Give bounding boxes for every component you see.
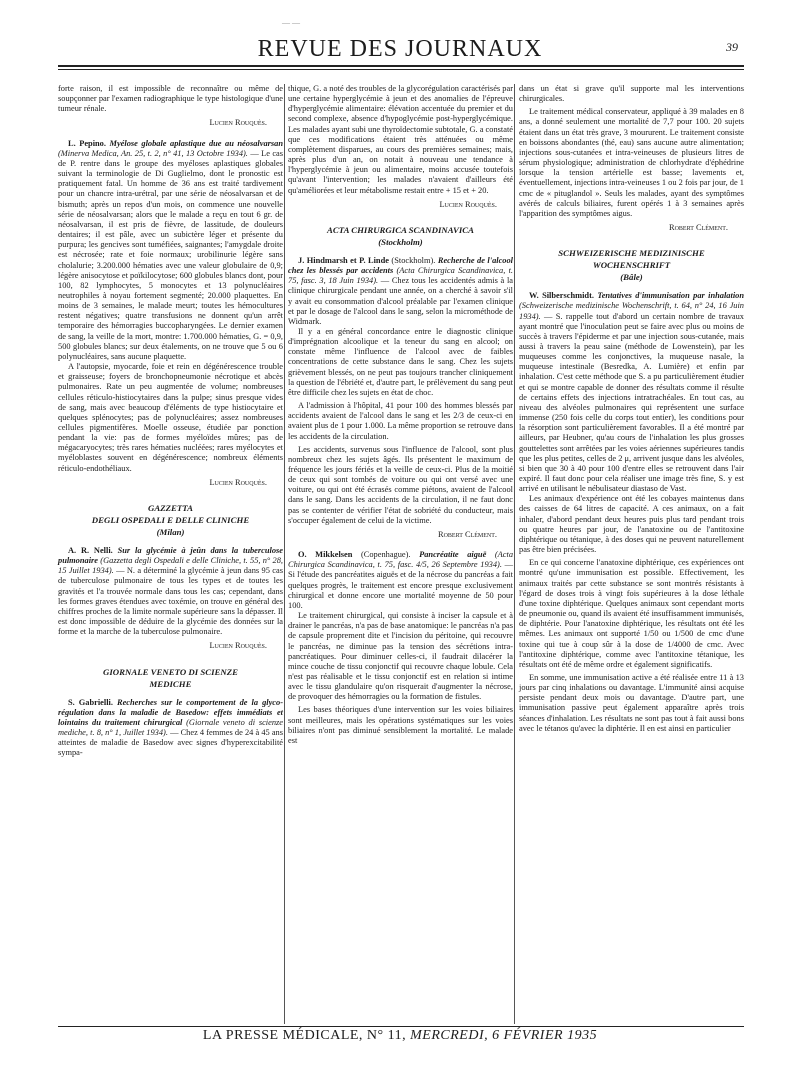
paragraph: En somme, une immunisation active a été réalisée entre 11 à 13 jours par cinq inhalations ou davantage. L'immunité ainsi acquise persiste pendant deux mois ou davantage. D'autre part, une immunisation passive peut également apparaître après trois séances d'inhalation. Les résultats ne sont pas tout à fait aussi bons avec le tétanos qu'avec la diphtérie. Il en est ainsi en particulier (519, 672, 744, 733)
journal-section-heading: DEGLI OSPEDALI E DELLE CLINICHE (91, 514, 250, 525)
article-title: Myélose globale aplastique due au néosalvarsan (109, 138, 284, 148)
footer-year: 1935 (567, 1028, 598, 1043)
article-source: (Minerva Medica, An. 25, t. 2, n° 41, 13 Octobre 1934). (58, 148, 248, 158)
article-author: L. Pepino. (68, 138, 106, 148)
paragraph: Les bases théoriques d'une intervention sur les voies biliaires sont meilleures, mais les opérations systématiques sur les voies biliaires n'ont pas diminué sensiblement la mortalité. Le malade est (288, 705, 513, 745)
paragraph: thique, G. a noté des troubles de la glycorégulation caractérisés par une certaine hyperglycémie à jeun et des anomalies de l'épreuve d'hyperglycémie alimentaire: élévation accentuée du premier et du second complexe, absence d'hypoglycémie post-hyperglycémique. Les malades ayant subi une thyroïdectomie subtotale, G. a constaté que ces modifications étaient très atténuées ou même complètement disparues, au cours des premières semaines; mais, après plus d'un an, on notait à nouveau une tendance à l'hyperglycémie à jeun ou alimentaire, moins accusée toutefois qu'avant l'intervention; les malades n'avaient d'ailleurs été qu'améliorées et leur métabolisme restait entre + 15 et + 20. (288, 84, 513, 195)
header-rule-thin (58, 69, 744, 70)
article-source: (Acta Chirurgica Scandinavica, t. 75, fasc. 4/5, 26 Septembre 1934). (288, 550, 514, 570)
article-city: (Copenhague). (360, 550, 411, 560)
page-title: REVUE DES JOURNAUX (257, 36, 543, 62)
paragraph: Les accidents, survenus sous l'influence de l'alcool, sont plus nombreux chez les sujets âgés. Ils présentent le maximum de fréquence les jours fériés et la veille de ceux-ci. Plus de la moitié de ceux qui sont tombés de voiture ou qui ont versé avec une voiture, ou qui ont été écrasés comme piétons, avaient de l'alcool dans le sang. Dans les accidents de la circulation, il ne faut donc pas se contenter de vérifier l'état de sobriété du conducteur, mais s'occuper également de celui de la victime. (288, 444, 513, 525)
paragraph: — S. rappelle tout d'abord un certain nombre de travaux ayant montré que l'inoculation peut se faire avec plus ou moins de succès à travers l'épiderme et par une injection sous-cutanée, mais aussi à travers la peau saine (méthode de Lowenstein), par les muqueuses comme les conjonctives, la muqueuse nasale, la muqueuse intestinale (Besredka, A. Lumière) et enfin par inhalation. C'est cette méthode que S. a pu particulièrement étudier et qui se montre capable de donner des résultats comme il résulte de certains effets des injections intratrachéales. En tout cas, au niveau des alvéoles pulmonaires qui représentent une surface immense (250 fois celle du corps tout entier), les conditions pour la résorption sont particulièrement favorables. Il a été montré par ailleurs, par Heubner, qu'au cours de l'inhalation les plus grosses gouttelettes sont arrêtées par les voies aériennes supérieures tandis que les plus petites, celles de 2 μ, arrivent jusque dans les alvéoles, si bien que 30 à 40 pour 100 d'entre elles se retrouvent dans l'air expiré. Il faut donc pour cela réaliser une image très fine, S. y est arrivé en utilisant le nébulisateur diastaso de Vast. (519, 311, 744, 494)
page-footer (0, 1028, 800, 1044)
article-title: Recherches sur le comportement de la glyco-régulation dans la maladie de Basedow: effets immédiats et lointains du traitement chirurgical (58, 697, 284, 727)
article-author: J. Hindmarsh et P. Linde (298, 255, 389, 265)
paragraph: — Chez 4 femmes de 24 à 45 ans atteintes de maladie de Basedow avec signes d'hyperexcitabilité sympa- (58, 727, 283, 758)
author-signature: Robert Clément. (438, 529, 497, 539)
paragraph: A l'admission à l'hôpital, 41 pour 100 des hommes blessés par accidents avaient de l'alcool dans le sang et les 2/3 de ceux-ci en avaient plus de 1 pour 1.000. La même proportion se retrouve dans les accidents de la circulation. (288, 401, 513, 441)
article-source: (Gazzetta degli Ospedali e delle Cliniche, t. 55, n° 28, 15 Juillet 1934). (58, 556, 284, 576)
corner-mark: — — (282, 18, 300, 27)
journal-section-heading: ACTA CHIRURGICA SCANDINAVICA (327, 224, 474, 235)
column-right (519, 84, 744, 737)
article-source: (Giornale veneto di scienze mediche, t. 8, n° 1, Juillet 1934). (58, 717, 283, 737)
column-middle (288, 84, 513, 749)
page-number: 39 (726, 40, 738, 54)
paragraph: — Chez tous les accidentés admis à la clinique chirurgicale pendant une année, on a cherché à savoir s'il y avait eu consommation d'alcool préalable par l'examen clinique et par le dosage de l'alcool dans le sang, selon la microméthode de Widmark. (288, 276, 513, 326)
journal-section-heading: MEDICHE (149, 678, 192, 689)
article-source: (Schweizerische medizinische Wochenschrift, t. 64, n° 24, 16 Juin 1934). (519, 301, 744, 321)
article-city: (Stockholm). (391, 255, 436, 265)
footer-journal: LA PRESSE MÉDICALE, N° 11, (202, 1028, 407, 1043)
journal-section-city: (Bâle) (620, 272, 643, 283)
author-signature: Lucien Rouquès. (439, 199, 497, 209)
paragraph: — Le cas de P. rentre dans le groupe des myéloses aplastiques globales suivant la terminologie de Di Guglielmo, dont le pronostic est pratiquement fatal. Un homme de 36 ans est traité tardivement pour un chancre intra-urétral, par une série de néosalvarsan et de bismuth; après un repos d'un mois, on commence une nouvelle série de néosalvarsan; alors que le malade a reçu en tout 6 gr. de néosalvarsan, il est pris de fièvre, de lassitude, de douleurs dentaires; il est pâle, avec un subictère léger et présente du purpura; les gencives sont tuméfiées, saignantes; l'amygdale droite est nécrosée; rate et foie normaux; urobilinurie légère sans cholalurie; 3.200.000 hématies avec une valeur globulaire de 0,9; légère anisocytose et poïkilocytose; 600 globules blancs dont, pour 100, 82 lymphocytes, 5 monocytes et 13 polynucléaires neutrophiles à noyau fortement segmenté; 20.000 plaquettes. En moins de 3 semaines, le malade meurt; toutes les hémocultures restent négatives; quatre transfusions ne donnent qu'un arrêt temporaire des hémorragies buccopharyngées. Le dernier examen de sang, la veille de la mort, montre: 1.700.000 hématies, G. = 0,9, 500 globules blancs; sur deux étalements, on ne trouve que 5 ou 6 polynucléaires, sans aucune plaquette. (58, 148, 284, 361)
article-title: Pancréatite aiguë (419, 550, 487, 560)
footer-rule (58, 1026, 744, 1027)
article-author: S. Gabrielli. (68, 697, 113, 707)
paragraph: — N. a déterminé la glycémie à jeun dans 95 cas de tuberculose pulmonaire de tous les types et de toutes les gravités et l'a trouvée normale dans tous les cas; cependant, dans les formes graves étendues avec toxémie, on trouve en général des chiffres proches de la limite normale supérieure sans la dépasser. Il est donc impossible de déduire de la glycémie des données sur la forme et la marche de la tuberculose pulmonaire. (58, 566, 284, 637)
paragraph: Les animaux d'expérience ont été les cobayes maintenus dans des caisses de 64 litres de capacité. A ces animaux, on a fait inhaler, d'abord pendant deux heures puis plus tard pendant trois ou quatre heures par jour, de l'anatoxine ou de l'antitoxine diphtérique ou tétanique, à des doses qui ne peuvent naturellement pas être bien précisées. (519, 494, 744, 555)
journal-section-heading: WOCHENSCHRIFT (592, 260, 671, 271)
article-author: O. Mikkelsen (298, 550, 353, 560)
author-signature: Lucien Rouquès. (209, 118, 267, 128)
column-left (58, 84, 283, 758)
journal-section-heading: SCHWEIZERISCHE MEDIZINISCHE (558, 248, 705, 259)
article-title: Recherche de l'alcool chez les blessés par accidents (288, 255, 514, 276)
paragraph: A l'autopsie, myocarde, foie et rein en dégénérescence trouble et graisseuse; foyers de bronchopneumonie nécrotique et abcès pulmonaires. Rate un peu augmentée de volume; nombreuses cellules réticulo-histiocytaires dans la pulpe; sinus presque vides de sang, mais avec beaucoup d'éléments de type histiocytaire et quelques splénocytes; pas de polynucléaires; assez nombreuses cellules pigmentifères. Moelle osseuse, étudiée par ponction pendant la vie: pas de formes myéloïdes mûres; pas de mégacaryocytes; très rares hématies nucléées; rares myélocytes et myéloblastes souvent en dégénérescence; nombreux éléments réticulo-endothéliaux. (58, 362, 283, 473)
journal-section-heading: GAZZETTA (148, 502, 193, 513)
author-signature: Robert Clément. (669, 223, 728, 233)
journal-section-heading: GIORNALE VENETO DI SCIENZE (103, 666, 238, 677)
article-heading (58, 698, 283, 759)
journal-section-city: (Stockholm) (378, 236, 423, 247)
column-divider (514, 84, 515, 1024)
paragraph: Le traitement chirurgical, qui consiste à inciser la capsule et à drainer le pancréas, n'a pas de base anatomique: le pancréas n'a pas de capsule proprement dite et l'incision du péritoine, qui recouvre le pancréas, ne diminue pas la tension des sécrétions intra-pancréatiques. Pour diminuer celles-ci, il faudrait dilacérer la mince couche de tissu conjonctif qui recouvre chaque lobule. Cela n'est pas réalisable et le tissu conjonctif est en relation si intime avec le tissu glandulaire qu'on risquerait d'augmenter la nécrose, de provoquer des hémorragies ou la formation de fistules. (288, 611, 513, 702)
article-heading (58, 546, 283, 637)
paragraph: dans un état si grave qu'il supporte mal les interventions chirurgicales. (519, 84, 744, 104)
author-signature: Lucien Rouquès. (209, 641, 267, 651)
column-divider (284, 84, 285, 1024)
article-heading (288, 550, 513, 611)
paragraph: Il y a en général concordance entre le diagnostic clinique d'imprégnation alcoolique et la teneur du sang en alcool; on constate même l'influence de l'alcool avec de faibles concentrations de cette substance dans le sang. Chez les sujets grièvement blessés, on ne peut pas toujours trancher cliniquement la question de l'ébriété et, d'autre part, le prélèvement du sang peut être difficile chez les sujets en état de choc. (288, 326, 513, 397)
article-author: W. Silberschmidt. (529, 291, 594, 301)
footer-date: MERCREDI, 6 FÉVRIER (410, 1028, 564, 1043)
paragraph: — Si l'étude des pancréatites aiguës et de la nécrose du pancréas a fait quelques progrès, le traitement est encore presque exclusivement chirurgical et donne encore une mortalité moyenne de 50 pour 100. (288, 560, 513, 610)
article-author: A. R. Nelli. (68, 545, 113, 555)
article-source: (Acta Chirurgica Scandinavica, t. 75, fasc. 3, 18 Juin 1934). (288, 266, 514, 286)
article-heading (519, 291, 744, 494)
paragraph: forte raison, il est impossible de reconnaître ou même de soupçonner par l'examen radiographique le type histologique d'une tumeur rénale. (58, 84, 283, 114)
journal-section-city: (Milan) (156, 526, 185, 537)
article-heading (58, 139, 283, 362)
article-title: Sur la glycémie à jeûn dans la tuberculose pulmonaire (58, 545, 284, 566)
paragraph: Le traitement médical conservateur, appliqué à 39 malades en 8 ans, a donné seulement une mortalité de 7,7 pour 100. 20 sujets étaient dans un état très grave, 3 moururent. Le traitement consiste en boissons abondantes (thé, eau) sans aucune autre alimentation; injections sous-cutanées et intra-veineuses de plusieurs litres de sérum physiologique; administration de chlorhydrate d'éphédrine lorsque la tension artérielle est basse; lavements et, éventuellement, injections intra-veineuses 1 ou 2 fois par jour, de 1 cmc de « pituglandol ». Seuls les malades, ayant des symptômes avérés de calculs biliaires, furent opérés 1 à 3 semaines après l'apparition des symptômes aigus. (519, 107, 744, 218)
article-title: Tentatives d'immunisation par inhalation (597, 291, 744, 301)
paragraph: En ce qui concerne l'anatoxine diphtérique, ces expériences ont montré qu'une immunisation est possible. Effectivement, les animaux traités par cette substance se sont montrés résistants à l'égard de doses trois à vingt fois supérieures à la dose léthale d'une toxine diphtérique. Quelques animaux sont cependant morts de pneumonie ou, quand ils avaient été insuffisamment immunisés, de diphtérie. Pour l'anatoxine diphtérique, les résultats ont été les mêmes. Les animaux ont supporté 1/50 ou 1/500 de cmc d'une toxine qui tue à coup sûr à la dose de 1/4000 de cmc. Avec l'antitoxine diphtérique, comme avec l'antitoxine tétanique, les résultats ont été de même ordre et également significatifs. (519, 558, 744, 669)
header-rule (58, 65, 744, 67)
article-heading (288, 256, 513, 327)
author-signature: Lucien Rouquès. (209, 477, 267, 487)
